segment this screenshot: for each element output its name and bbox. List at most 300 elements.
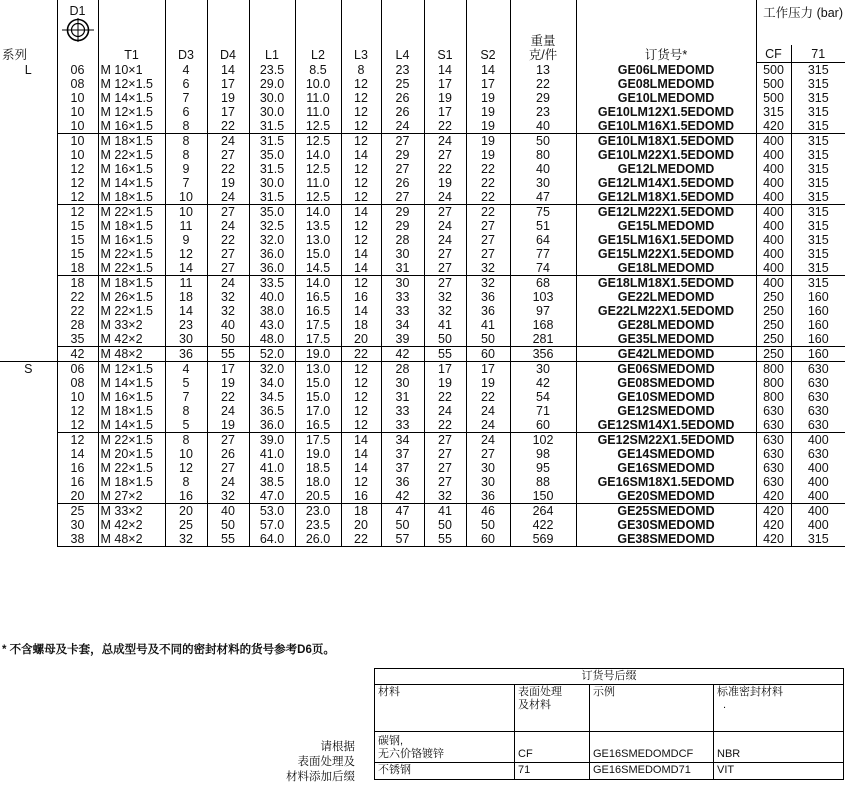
cell-cf: 420 — [756, 504, 791, 519]
cell-l3: 12 — [341, 233, 381, 247]
cell-l3: 18 — [341, 504, 381, 519]
table-row — [0, 362, 845, 377]
cell-s2: 36 — [466, 304, 510, 318]
cell-l1: 29.0 — [249, 77, 295, 91]
cell-s2: 50 — [466, 332, 510, 347]
header-weight — [510, 0, 576, 63]
cell-s1: 27 — [424, 475, 466, 489]
header-t1: T1 — [98, 0, 165, 63]
cell-l2: 17.5 — [295, 318, 341, 332]
cell-d4: 24 — [207, 404, 249, 418]
cell-t1: M 22×1.5 — [98, 461, 165, 475]
cell-cf: 420 — [756, 119, 791, 134]
cell-l4: 39 — [381, 332, 424, 347]
cell-l2: 12.5 — [295, 190, 341, 205]
cell-order-no: GE28LMEDOMD — [576, 318, 756, 332]
cell-l1: 57.0 — [249, 518, 295, 532]
cell-p71: 315 — [791, 162, 845, 176]
cell-cf: 630 — [756, 461, 791, 475]
cell-l4: 34 — [381, 433, 424, 448]
cell-l4: 29 — [381, 205, 424, 220]
cell-weight: 13 — [510, 63, 576, 78]
cell-s2: 60 — [466, 347, 510, 362]
cell-s1: 27 — [424, 148, 466, 162]
cell-s2: 27 — [466, 247, 510, 261]
cell-d3: 18 — [165, 290, 207, 304]
cell-l3: 12 — [341, 119, 381, 134]
cell-t1: M 18×1.5 — [98, 475, 165, 489]
cell-l1: 34.0 — [249, 376, 295, 390]
cell-s1: 32 — [424, 489, 466, 504]
cell-cf: 420 — [756, 532, 791, 547]
table-row — [0, 489, 845, 504]
cell-l1: 30.0 — [249, 105, 295, 119]
cell-cf: 800 — [756, 390, 791, 404]
cell-order-no: GE06SMEDOMD — [576, 362, 756, 377]
cell-p71: 315 — [791, 190, 845, 205]
cell-d1: 06 — [57, 63, 98, 78]
cell-s2: 22 — [466, 190, 510, 205]
cell-t1: M 22×1.5 — [98, 261, 165, 276]
cell-l3: 12 — [341, 219, 381, 233]
cell-l3: 12 — [341, 418, 381, 433]
cell-l2: 16.5 — [295, 418, 341, 433]
cell-s1: 22 — [424, 119, 466, 134]
cell-order-no: GE10LM16X1.5EDOMD — [576, 119, 756, 134]
cell-l1: 31.5 — [249, 162, 295, 176]
cell-l4: 23 — [381, 63, 424, 78]
cell-l3: 8 — [341, 63, 381, 78]
cell-d1: 15 — [57, 219, 98, 233]
cell-l2: 19.0 — [295, 447, 341, 461]
cell-weight: 264 — [510, 504, 576, 519]
cell-weight: 88 — [510, 475, 576, 489]
cell-l4: 26 — [381, 91, 424, 105]
cell-d1: 15 — [57, 233, 98, 247]
cell-l3: 20 — [341, 518, 381, 532]
cell-l2: 15.0 — [295, 390, 341, 404]
table-row — [0, 433, 845, 448]
cell-d3: 8 — [165, 404, 207, 418]
cell-weight: 40 — [510, 119, 576, 134]
fitting-symbol-icon — [61, 18, 95, 42]
cell-d4: 32 — [207, 489, 249, 504]
cell-weight: 22 — [510, 77, 576, 91]
cell-s2: 24 — [466, 404, 510, 418]
cell-t1: M 22×1.5 — [98, 205, 165, 220]
cell-weight: 71 — [510, 404, 576, 418]
suffix-header-material: 材料 — [375, 685, 515, 732]
cell-l4: 27 — [381, 134, 424, 149]
header-l1: L1 — [249, 0, 295, 63]
cell-s1: 32 — [424, 304, 466, 318]
cell-l4: 30 — [381, 376, 424, 390]
cell-t1: M 33×2 — [98, 318, 165, 332]
cell-s2: 50 — [466, 518, 510, 532]
cell-s1: 50 — [424, 332, 466, 347]
cell-l3: 12 — [341, 105, 381, 119]
cell-cf: 400 — [756, 134, 791, 149]
cell-d4: 50 — [207, 518, 249, 532]
suffix-header-surface: 表面处理 及材料 — [515, 685, 590, 732]
cell-s2: 17 — [466, 77, 510, 91]
cell-s2: 36 — [466, 290, 510, 304]
cell-cf: 420 — [756, 518, 791, 532]
cell-d4: 24 — [207, 219, 249, 233]
cell-t1: M 22×1.5 — [98, 304, 165, 318]
table-row — [0, 261, 845, 276]
cell-d3: 8 — [165, 475, 207, 489]
cell-d1: 18 — [57, 261, 98, 276]
cell-d4: 19 — [207, 176, 249, 190]
cell-d1: 25 — [57, 504, 98, 519]
cell-d3: 30 — [165, 332, 207, 347]
cell-weight: 75 — [510, 205, 576, 220]
cell-s2: 30 — [466, 475, 510, 489]
cell-order-no: GE12SM14X1.5EDOMD — [576, 418, 756, 433]
cell-d3: 11 — [165, 276, 207, 291]
cell-d4: 24 — [207, 190, 249, 205]
cell-s1: 22 — [424, 390, 466, 404]
cell-l4: 28 — [381, 233, 424, 247]
cell-s1: 27 — [424, 205, 466, 220]
cell-l4: 33 — [381, 404, 424, 418]
cell-s1: 27 — [424, 276, 466, 291]
cell-cf: 800 — [756, 376, 791, 390]
cell-s2: 36 — [466, 489, 510, 504]
cell-cf: 400 — [756, 176, 791, 190]
table-row — [0, 205, 845, 220]
cell-p71: 315 — [791, 105, 845, 119]
table-row — [0, 63, 845, 78]
cell-s1: 27 — [424, 247, 466, 261]
cell-p71: 630 — [791, 404, 845, 418]
cell-weight: 97 — [510, 304, 576, 318]
cell-cf: 630 — [756, 447, 791, 461]
table-row — [0, 148, 845, 162]
cell-d3: 11 — [165, 219, 207, 233]
cell-weight: 42 — [510, 376, 576, 390]
cell-t1: M 14×1.5 — [98, 418, 165, 433]
cell-l4: 27 — [381, 162, 424, 176]
cell-d3: 8 — [165, 134, 207, 149]
cell-cf: 630 — [756, 418, 791, 433]
cell-s2: 19 — [466, 119, 510, 134]
cell-l1: 41.0 — [249, 461, 295, 475]
cell-l3: 12 — [341, 276, 381, 291]
cell-order-no: GE30SMEDOMD — [576, 518, 756, 532]
cell-d1: 12 — [57, 176, 98, 190]
cell-s1: 27 — [424, 461, 466, 475]
table-row — [0, 504, 845, 519]
cell-cf: 400 — [756, 247, 791, 261]
table-row — [0, 518, 845, 532]
cell-t1: M 22×1.5 — [98, 433, 165, 448]
cell-p71: 315 — [791, 261, 845, 276]
cell-d1: 42 — [57, 347, 98, 362]
series-name: L — [24, 62, 32, 77]
cell-t1: M 16×1.5 — [98, 233, 165, 247]
table-row — [0, 447, 845, 461]
cell-order-no: GE18LM18X1.5EDOMD — [576, 276, 756, 291]
cell-l2: 13.0 — [295, 233, 341, 247]
cell-l4: 31 — [381, 261, 424, 276]
cell-d4: 17 — [207, 105, 249, 119]
suffix-cell-code: CF — [515, 732, 590, 763]
cell-d4: 55 — [207, 347, 249, 362]
cell-weight: 356 — [510, 347, 576, 362]
suffix-header-example: 示例 — [590, 685, 714, 732]
cell-order-no: GE12LMEDOMD — [576, 162, 756, 176]
cell-cf: 400 — [756, 148, 791, 162]
cell-l1: 35.0 — [249, 148, 295, 162]
cell-d1: 12 — [57, 433, 98, 448]
cell-l3: 16 — [341, 489, 381, 504]
cell-p71: 400 — [791, 461, 845, 475]
cell-t1: M 42×2 — [98, 332, 165, 347]
table-row — [0, 304, 845, 318]
cell-t1: M 33×2 — [98, 504, 165, 519]
cell-l4: 50 — [381, 518, 424, 532]
cell-cf: 250 — [756, 318, 791, 332]
cell-p71: 400 — [791, 504, 845, 519]
cell-l2: 17.0 — [295, 404, 341, 418]
cell-l3: 14 — [341, 433, 381, 448]
cell-s2: 32 — [466, 261, 510, 276]
cell-l1: 38.0 — [249, 304, 295, 318]
cell-cf: 500 — [756, 77, 791, 91]
cell-s1: 55 — [424, 347, 466, 362]
cell-d1: 30 — [57, 518, 98, 532]
cell-d1: 15 — [57, 247, 98, 261]
cell-l1: 48.0 — [249, 332, 295, 347]
cell-s2: 22 — [466, 176, 510, 190]
suffix-cell-seal: VIT — [714, 763, 844, 780]
cell-d4: 19 — [207, 418, 249, 433]
cell-s1: 24 — [424, 134, 466, 149]
table-row — [0, 390, 845, 404]
cell-order-no: GE12LM18X1.5EDOMD — [576, 190, 756, 205]
header-l3: L3 — [341, 0, 381, 63]
cell-l3: 12 — [341, 404, 381, 418]
cell-s2: 19 — [466, 376, 510, 390]
cell-t1: M 12×1.5 — [98, 105, 165, 119]
cell-p71: 315 — [791, 233, 845, 247]
cell-l2: 14.0 — [295, 148, 341, 162]
cell-l1: 39.0 — [249, 433, 295, 448]
table-row — [0, 176, 845, 190]
header-d3: D3 — [165, 0, 207, 63]
cell-s1: 55 — [424, 532, 466, 547]
cell-t1: M 14×1.5 — [98, 176, 165, 190]
cell-s1: 14 — [424, 63, 466, 78]
cell-weight: 30 — [510, 176, 576, 190]
cell-d3: 12 — [165, 247, 207, 261]
header-series: 系列 — [2, 47, 28, 62]
cell-weight: 47 — [510, 190, 576, 205]
cell-weight: 102 — [510, 433, 576, 448]
cell-s1: 22 — [424, 162, 466, 176]
cell-p71: 400 — [791, 475, 845, 489]
cell-l4: 24 — [381, 119, 424, 134]
header-cf: CF — [756, 45, 791, 63]
cell-d1: 35 — [57, 332, 98, 347]
cell-t1: M 14×1.5 — [98, 91, 165, 105]
cell-order-no: GE25SMEDOMD — [576, 504, 756, 519]
cell-p71: 315 — [791, 247, 845, 261]
cell-d4: 26 — [207, 447, 249, 461]
cell-p71: 315 — [791, 148, 845, 162]
cell-order-no: GE15LM22X1.5EDOMD — [576, 247, 756, 261]
cell-d3: 14 — [165, 304, 207, 318]
cell-s1: 19 — [424, 376, 466, 390]
cell-order-no: GE16SMEDOMD — [576, 461, 756, 475]
cell-d1: 10 — [57, 105, 98, 119]
cell-l4: 29 — [381, 219, 424, 233]
cell-l1: 32.0 — [249, 362, 295, 377]
cell-s1: 19 — [424, 176, 466, 190]
cell-d4: 22 — [207, 119, 249, 134]
cell-p71: 630 — [791, 362, 845, 377]
cell-p71: 630 — [791, 390, 845, 404]
cell-l2: 11.0 — [295, 176, 341, 190]
cell-l3: 14 — [341, 247, 381, 261]
cell-weight: 422 — [510, 518, 576, 532]
cell-p71: 160 — [791, 332, 845, 347]
cell-weight: 54 — [510, 390, 576, 404]
cell-weight: 60 — [510, 418, 576, 433]
cell-d4: 32 — [207, 290, 249, 304]
cell-weight: 23 — [510, 105, 576, 119]
cell-l4: 27 — [381, 190, 424, 205]
cell-s2: 22 — [466, 390, 510, 404]
cell-s2: 19 — [466, 148, 510, 162]
cell-order-no: GE22LM22X1.5EDOMD — [576, 304, 756, 318]
cell-s2: 19 — [466, 91, 510, 105]
cell-d1: 12 — [57, 404, 98, 418]
cell-d4: 40 — [207, 318, 249, 332]
cell-weight: 569 — [510, 532, 576, 547]
cell-weight: 95 — [510, 461, 576, 475]
cell-s2: 14 — [466, 63, 510, 78]
cell-cf: 315 — [756, 105, 791, 119]
table-row — [0, 475, 845, 489]
cell-cf: 400 — [756, 190, 791, 205]
cell-l2: 18.5 — [295, 461, 341, 475]
cell-d3: 7 — [165, 390, 207, 404]
cell-l3: 14 — [341, 205, 381, 220]
cell-t1: M 18×1.5 — [98, 134, 165, 149]
cell-l4: 42 — [381, 489, 424, 504]
cell-l1: 36.0 — [249, 418, 295, 433]
cell-d3: 5 — [165, 376, 207, 390]
cell-weight: 77 — [510, 247, 576, 261]
cell-cf: 400 — [756, 162, 791, 176]
cell-p71: 315 — [791, 532, 845, 547]
suffix-cell-material: 碳钢, 无六价铬镀锌 — [375, 732, 515, 763]
cell-l1: 52.0 — [249, 347, 295, 362]
cell-d4: 24 — [207, 475, 249, 489]
cell-l4: 47 — [381, 504, 424, 519]
cell-l2: 17.5 — [295, 433, 341, 448]
cell-s1: 24 — [424, 219, 466, 233]
suffix-header-seal — [714, 685, 844, 732]
header-d4: D4 — [207, 0, 249, 63]
cell-s1: 27 — [424, 447, 466, 461]
suffix-table-title: 订货号后缀 — [375, 669, 844, 685]
cell-l2: 11.0 — [295, 91, 341, 105]
cell-l2: 14.5 — [295, 261, 341, 276]
cell-order-no: GE20SMEDOMD — [576, 489, 756, 504]
cell-order-no: GE06LMEDOMD — [576, 63, 756, 78]
cell-l4: 29 — [381, 148, 424, 162]
cell-weight: 30 — [510, 362, 576, 377]
cell-d3: 12 — [165, 461, 207, 475]
cell-d4: 27 — [207, 247, 249, 261]
cell-order-no: GE22LMEDOMD — [576, 290, 756, 304]
cell-d4: 17 — [207, 362, 249, 377]
cell-t1: M 48×2 — [98, 347, 165, 362]
cell-l4: 42 — [381, 347, 424, 362]
cell-d3: 20 — [165, 504, 207, 519]
cell-weight: 103 — [510, 290, 576, 304]
suffix-cell-code: 71 — [515, 763, 590, 780]
cell-s2: 41 — [466, 318, 510, 332]
cell-cf: 400 — [756, 205, 791, 220]
table-row — [0, 247, 845, 261]
cell-l4: 30 — [381, 247, 424, 261]
cell-s1: 24 — [424, 404, 466, 418]
header-s2: S2 — [466, 0, 510, 63]
cell-s1: 22 — [424, 418, 466, 433]
cell-s1: 17 — [424, 77, 466, 91]
cell-l2: 23.0 — [295, 504, 341, 519]
cell-d1: 10 — [57, 390, 98, 404]
cell-d4: 24 — [207, 134, 249, 149]
suffix-header-seal-label: 标准密封材料 — [717, 686, 783, 698]
cell-l2: 12.5 — [295, 119, 341, 134]
cell-order-no: GE08LMEDOMD — [576, 77, 756, 91]
cell-weight: 50 — [510, 134, 576, 149]
cell-order-no: GE10LM18X1.5EDOMD — [576, 134, 756, 149]
cell-weight: 281 — [510, 332, 576, 347]
cell-l2: 20.5 — [295, 489, 341, 504]
cell-s2: 27 — [466, 233, 510, 247]
cell-s2: 19 — [466, 105, 510, 119]
cell-cf: 630 — [756, 433, 791, 448]
cell-t1: M 18×1.5 — [98, 219, 165, 233]
cell-s2: 27 — [466, 219, 510, 233]
header-l2: L2 — [295, 0, 341, 63]
cell-t1: M 10×1 — [98, 63, 165, 78]
cell-l3: 14 — [341, 261, 381, 276]
cell-p71: 315 — [791, 205, 845, 220]
cell-weight: 98 — [510, 447, 576, 461]
cell-s1: 41 — [424, 504, 466, 519]
table-row — [0, 376, 845, 390]
cell-l3: 14 — [341, 304, 381, 318]
cell-s2: 24 — [466, 418, 510, 433]
cell-order-no: GE18LMEDOMD — [576, 261, 756, 276]
suffix-table — [374, 668, 844, 780]
cell-l4: 33 — [381, 290, 424, 304]
cell-t1: M 48×2 — [98, 532, 165, 547]
cell-l2: 12.5 — [295, 162, 341, 176]
cell-s2: 27 — [466, 447, 510, 461]
cell-s2: 24 — [466, 433, 510, 448]
cell-l3: 20 — [341, 332, 381, 347]
cell-l3: 12 — [341, 176, 381, 190]
